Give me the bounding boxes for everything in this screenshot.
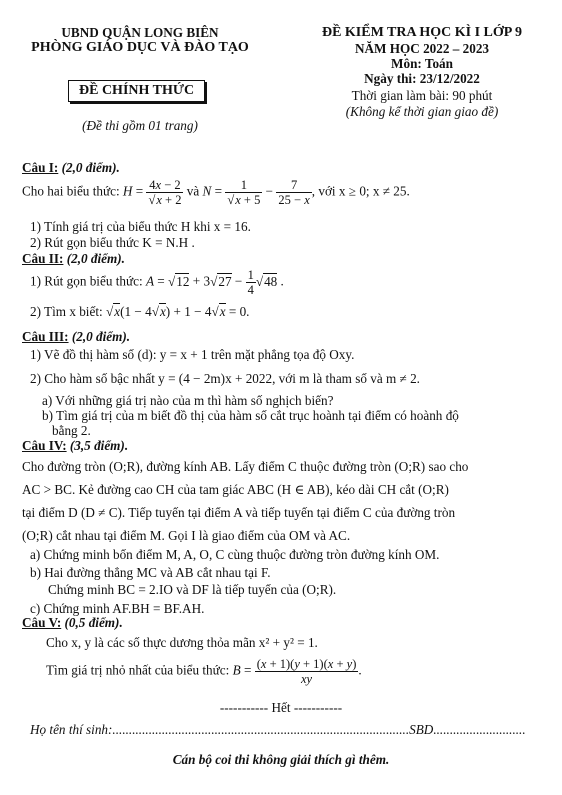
- office-name: PHÒNG GIÁO DỤC VÀ ĐÀO TẠO: [31, 40, 249, 55]
- question-2-heading: Câu II: (2,0 điểm).: [22, 251, 125, 266]
- question-5-expression: Tìm giá trị nhỏ nhất của biểu thức: B = $\frac{(x + 1)(y + 1)(x + y)}{xy}$ .: [46, 657, 362, 686]
- exam-title: ĐỀ KIỂM TRA HỌC KÌ I LỚP 9: [321, 25, 523, 40]
- question-1-heading: Câu I: (2,0 điểm).: [22, 160, 120, 175]
- question-1-expressions: Cho hai biểu thức: H = 4x − 2 √ x + 2 và N = 1 √ x + 5 − $\frac{7}{25 - x}$ , với x ≥ 0; x ≠ 25.: [22, 178, 410, 207]
- question-3-part-1: 1) Vẽ đồ thị hàm số (d): y = x + 1 trên mặt phẳng tọa độ Oxy.: [30, 347, 355, 362]
- question-4-line-4: (O;R) cắt nhau tại điểm M. Gọi I là giao điểm của OM và AC.: [22, 528, 351, 543]
- question-3-part-2: 2) Cho hàm số bậc nhất y = (4 − 2m)x + 2022, với m là tham số và m ≠ 2.: [30, 371, 420, 386]
- question-4-line-3: tại điểm D (D ≠ C). Tiếp tuyến tại điểm A và tiếp tuyến tại điểm C của đường tròn: [22, 505, 456, 520]
- question-4-part-c: c) Chứng minh AF.BH = BF.AH.: [30, 601, 205, 616]
- question-4-line-2: AC > BC. Kẻ đường cao CH của tam giác ABC (H ∈ AB), kéo dài CH cắt (O;R): [22, 482, 449, 497]
- question-1-part-1: 1) Tính giá trị của biểu thức H khi x = 16.: [30, 219, 251, 234]
- exam-date: Ngày thi: 23/12/2022: [364, 71, 480, 86]
- question-4-part-b-cont: Chứng minh BC = 2.IO và DF là tiếp tuyến của (O;R).: [48, 582, 337, 597]
- pages-note: (Đề thi gồm 01 trang): [82, 118, 198, 133]
- question-2-part-1: 1) Rút gọn biểu thức: A = √ 12 + 3√ 27 − $\frac{1}{4}$ √ 48 .: [30, 268, 284, 297]
- school-year: NĂM HỌC 2022 – 2023: [354, 41, 490, 56]
- official-exam-box: ĐỀ CHÍNH THỨC: [68, 80, 205, 102]
- question-3-part-2a: a) Với những giá trị nào của m thì hàm số nghịch biến?: [42, 393, 334, 408]
- question-3-part-2b-cont: bằng 2.: [52, 423, 91, 438]
- end-marker: ----------- Hết -----------: [219, 700, 343, 715]
- question-1-part-2: 2) Rút gọn biểu thức K = N.H .: [30, 235, 195, 250]
- question-2-part-2: 2) Tìm x biết: √ x(1 − 4√ x) + 1 − 4√ x = 0.: [30, 304, 249, 320]
- question-5-heading: Câu V: (0,5 điểm).: [22, 615, 123, 630]
- department-name: UBND QUẬN LONG BIÊN: [61, 25, 219, 40]
- question-3-part-2b: b) Tìm giá trị của m biết đồ thị của hàm số cắt trục hoành tại điểm có hoành độ: [42, 408, 459, 423]
- question-4-part-a: a) Chứng minh bốn điểm M, A, O, C cùng thuộc đường tròn đường kính OM.: [30, 547, 440, 562]
- invigilator-note: Cán bộ coi thi không giải thích gì thêm.: [172, 752, 390, 767]
- exam-duration: Thời gian làm bài: 90 phút: [351, 88, 493, 103]
- duration-note: (Không kể thời gian giao đề): [345, 104, 499, 119]
- subject: Môn: Toán: [391, 56, 453, 71]
- candidate-info-line: Họ tên thí sinh:..........................................................................................SBD............................: [30, 722, 526, 737]
- question-5-condition: Cho x, y là các số thực dương thỏa mãn x² + y² = 1.: [46, 635, 318, 650]
- question-4-part-b: b) Hai đường thẳng MC và AB cắt nhau tại F.: [30, 565, 271, 580]
- question-4-heading: Câu IV: (3,5 điểm).: [22, 438, 129, 453]
- question-4-line-1: Cho đường tròn (O;R), đường kính AB. Lấy điểm C thuộc đường tròn (O;R) sao cho: [22, 459, 469, 474]
- question-3-heading: Câu III: (2,0 điểm).: [22, 329, 131, 344]
